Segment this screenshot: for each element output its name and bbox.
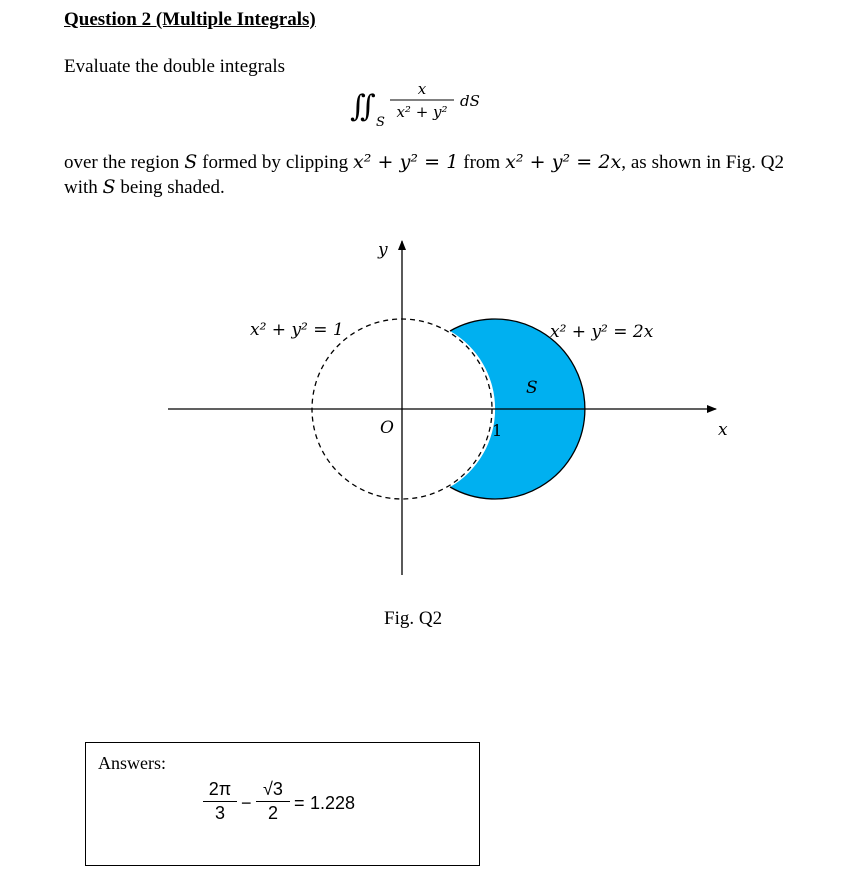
answer-fraction-sqrt3-over-2: √3 2 [256, 779, 290, 824]
integrand-denominator: x² + y² [396, 103, 448, 121]
figure-caption: Fig. Q2 [384, 608, 443, 629]
question-heading: Question 2 (Multiple Integrals) [64, 9, 316, 30]
integrand-numerator: x [417, 80, 427, 98]
one-label: 1 [492, 421, 503, 440]
region-description: over the region S formed by clipping x² + y² = 1 from x² + y² = 2x, as shown in Fig. Q2 with S being shaded. [64, 151, 784, 198]
circle2-label: x² + y² = 2x [550, 322, 654, 342]
figure-q2 [150, 225, 750, 585]
answers-label: Answers: [98, 753, 166, 773]
intro-text: Evaluate the double integrals [64, 56, 286, 77]
y-axis-label: y [378, 240, 388, 260]
double-integral-symbol: ∬ [350, 89, 376, 124]
x-axis-label: x [718, 420, 728, 440]
circle1-label: x² + y² = 1 [250, 320, 344, 340]
integral-subscript: S [376, 115, 385, 130]
answers-box [85, 742, 480, 866]
answer-result: 1.228 [310, 793, 356, 813]
answer-fraction-2pi-over-3: 2π 3 [203, 779, 237, 824]
answer-equals: = [294, 793, 305, 813]
integral-differential: dS [460, 92, 480, 110]
origin-label: O [380, 418, 394, 438]
answer-minus: − [241, 793, 252, 813]
integral-expression [350, 80, 510, 130]
region-s-label: S [526, 378, 538, 398]
